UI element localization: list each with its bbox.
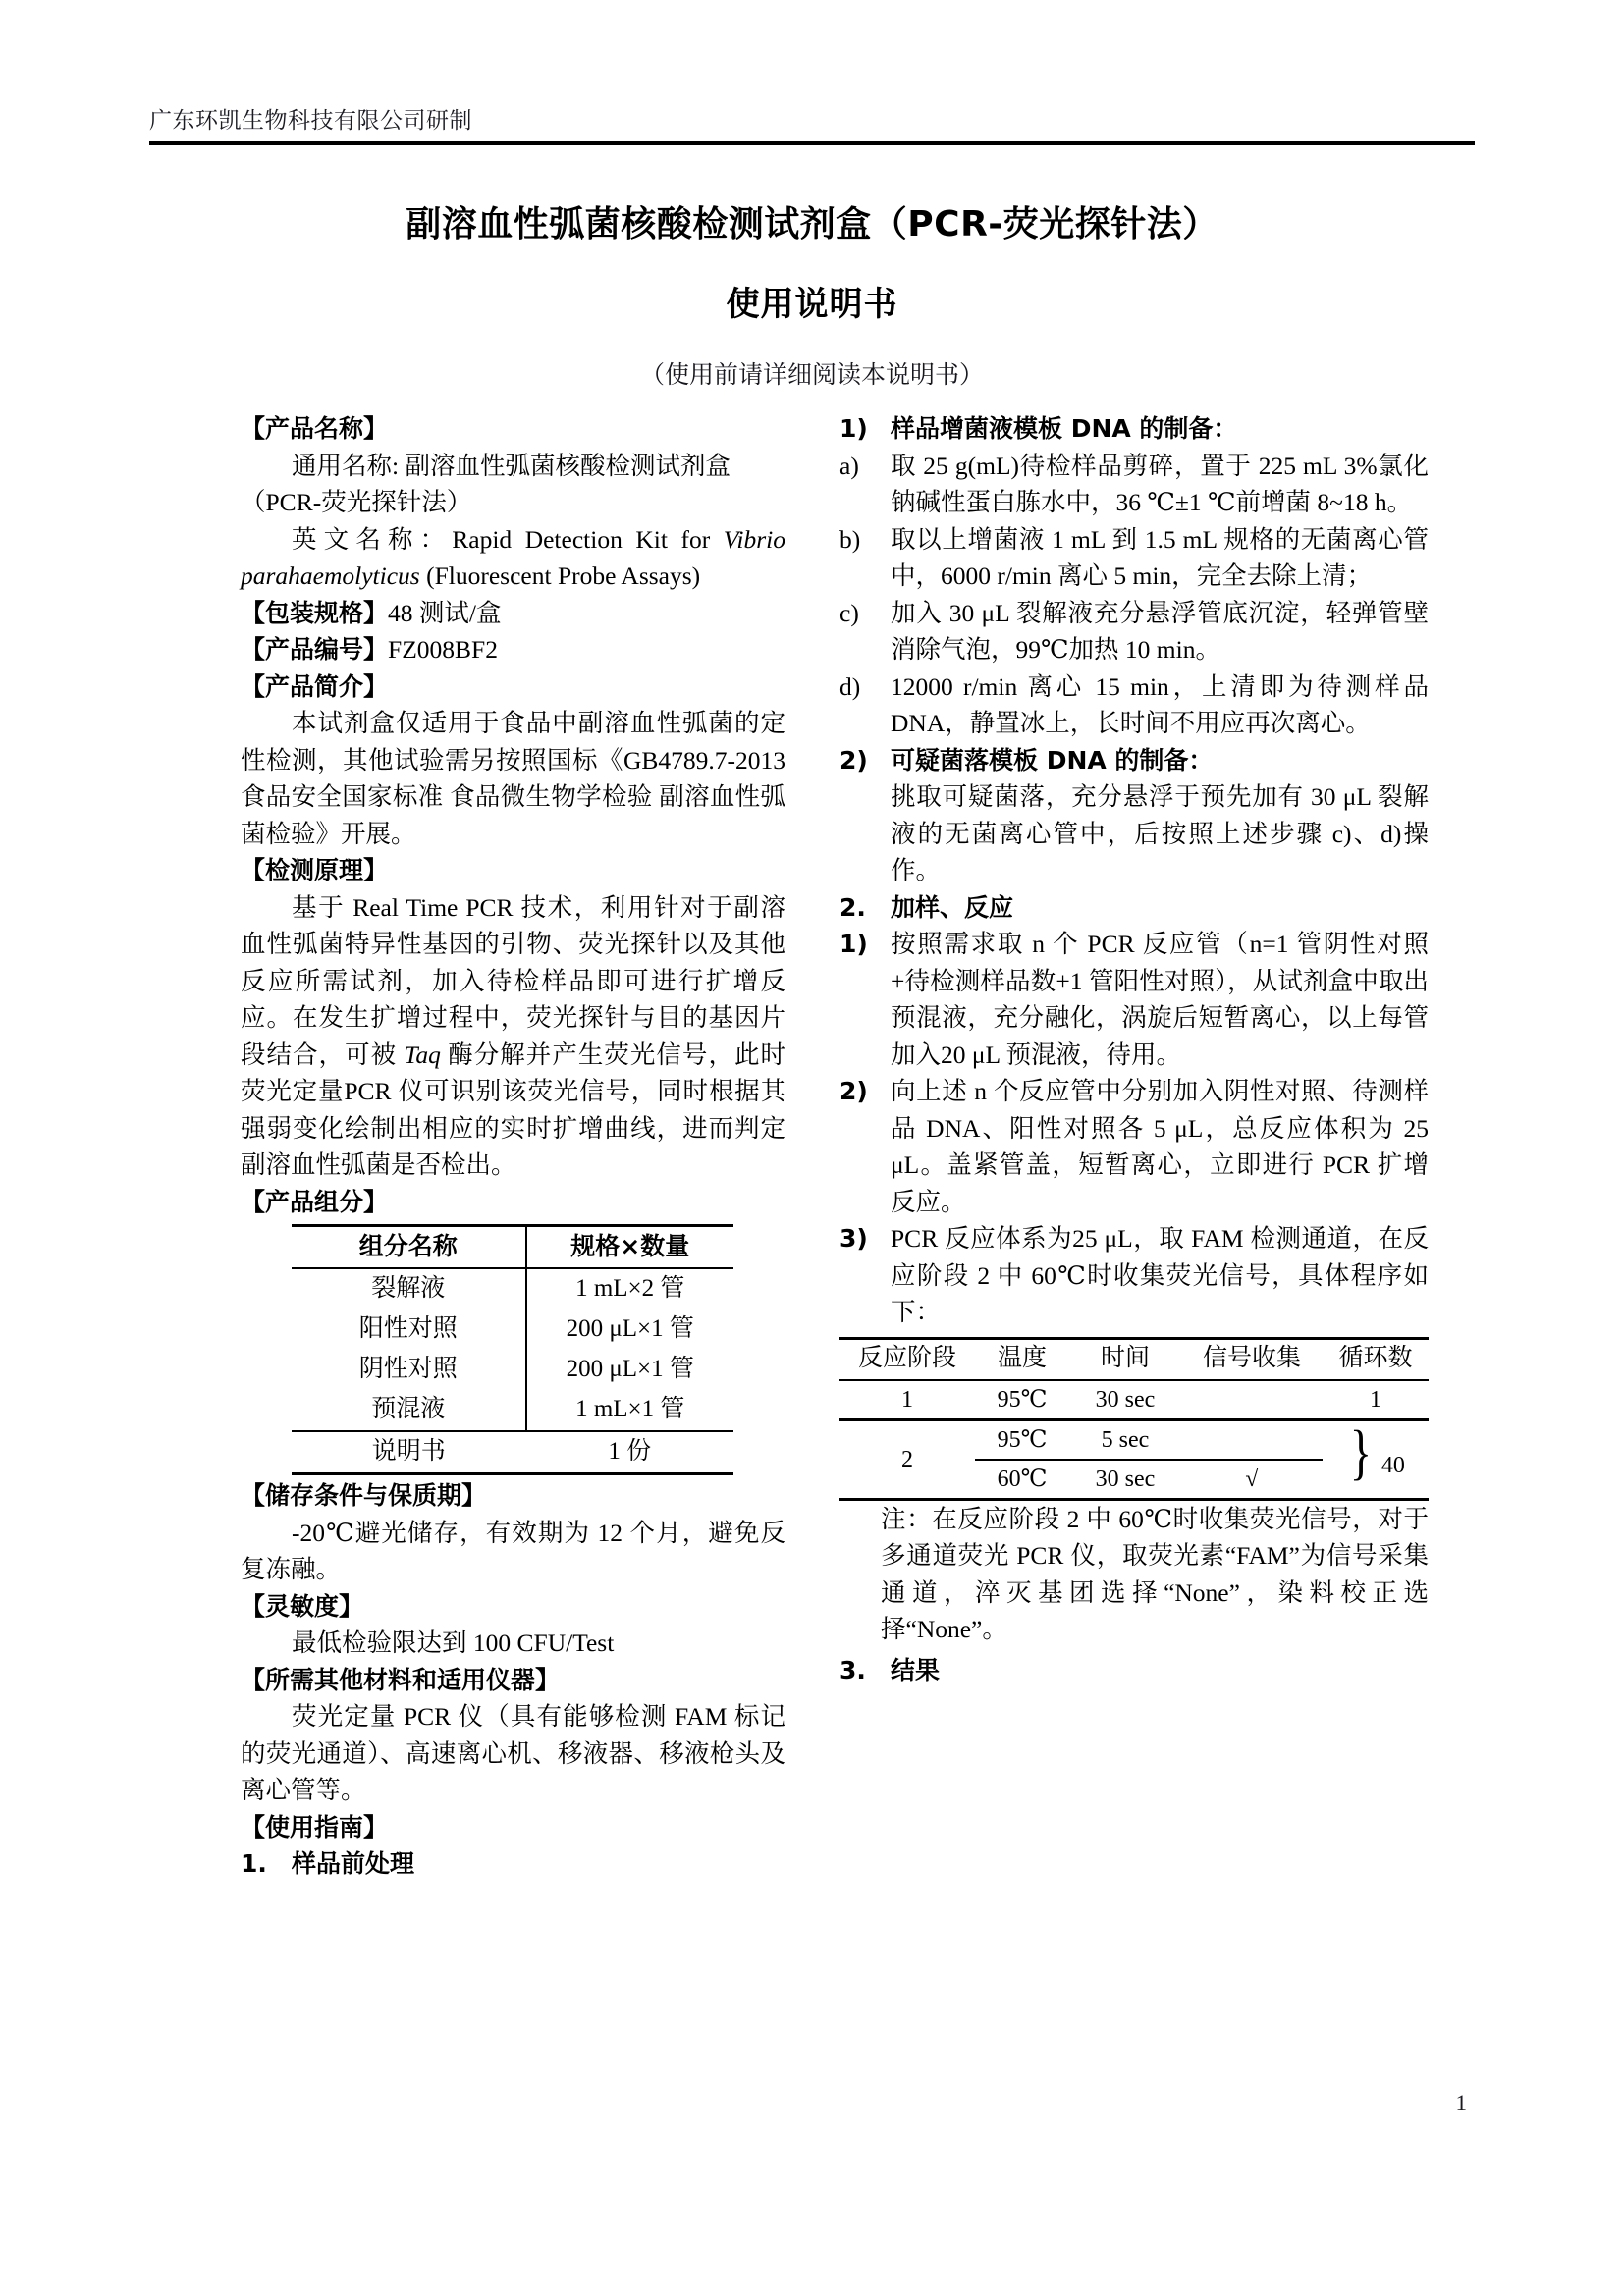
pcr-stage-1-time: 30 sec xyxy=(1069,1380,1181,1420)
pcr-stage-1-number: 1 xyxy=(839,1380,975,1420)
colony-prep-marker: 2) xyxy=(839,745,868,774)
reaction-step-2 xyxy=(839,1073,1429,1220)
dna-prep-step-b-text: 取以上增菌液 1 mL 到 1.5 mL 规格的无菌离心管中，6000 r/min 离心 5 min，完全去除上清； xyxy=(891,524,1429,590)
pcr-stage-2-signal-1 xyxy=(1181,1419,1323,1460)
pcr-stage-2-sub-row-1 xyxy=(839,1419,1429,1460)
header-divider xyxy=(149,141,1475,145)
pcr-col-cycles: 循环数 xyxy=(1323,1338,1429,1380)
colony-prep-body: 挑取可疑菌落，充分悬浮于预先加有 30 μL 裂解液的无菌离心管中，后按照上述步骤 c)、d)操作。 xyxy=(891,782,1429,884)
colony-prep-heading-row xyxy=(839,742,1429,779)
brace-icon: } xyxy=(1349,1419,1373,1486)
cell-spec-quantity: 1 mL×2 管 xyxy=(575,1275,685,1302)
usage-step-1-label: 样品前处理 xyxy=(292,1849,415,1878)
principle-body-part2: 酶分解并产生荧光信号，此时荧光定量PCR 仪可识别该荧光信号，同时根据其强弱变化绘制出相应的实时扩增曲线，进而判定副溶血性弧菌是否检出。 xyxy=(241,1040,785,1179)
dna-prep-heading-row xyxy=(839,410,1429,448)
pcr-header-row xyxy=(839,1338,1429,1380)
section-intro-heading: 【产品简介】 xyxy=(241,671,389,701)
usage-step-1 xyxy=(241,1845,785,1883)
components-table xyxy=(292,1224,733,1475)
package-spec-heading: 【包装规格】 xyxy=(241,598,389,627)
header-company-name: 广东环凯生物科技有限公司研制 xyxy=(149,108,472,133)
cell-spec-quantity: 1 mL×1 管 xyxy=(526,1390,734,1431)
reaction-step-3-text: PCR 反应体系为25 μL，取 FAM 检测通道，在反应阶段 2 中 60℃时收集荧光信号，具体程序如下： xyxy=(891,1224,1429,1326)
pcr-stage-2-time-1: 5 sec xyxy=(1069,1419,1181,1460)
read-before-use-note: （使用前请详细阅读本说明书） xyxy=(639,362,984,389)
product-generic-name-line2: （PCR-荧光探针法） xyxy=(241,488,472,516)
dna-prep-heading: 样品增菌液模板 DNA 的制备： xyxy=(891,414,1238,443)
dna-prep-step-b xyxy=(839,521,1429,595)
left-column xyxy=(241,410,785,1883)
package-spec-value: 48 测试/盒 xyxy=(388,598,502,627)
cell-component-name: 预混液 xyxy=(292,1390,526,1431)
pcr-col-temperature: 温度 xyxy=(975,1338,1069,1380)
section-product-code xyxy=(241,631,785,668)
table-row xyxy=(292,1350,733,1390)
dna-prep-marker: 1) xyxy=(839,414,868,443)
reaction-step-1 xyxy=(839,926,1429,1073)
dna-prep-step-a-marker: a) xyxy=(839,451,859,480)
page-number: 1 xyxy=(1455,2091,1467,2115)
section-sensitivity-heading: 【灵敏度】 xyxy=(241,1591,364,1621)
pcr-stage-2-time-2: 30 sec xyxy=(1095,1466,1156,1492)
section-other-materials-heading: 【所需其他材料和适用仪器】 xyxy=(241,1665,561,1694)
results-heading: 结果 xyxy=(891,1655,941,1684)
reaction-step-3-marker: 3) xyxy=(839,1224,868,1253)
pcr-stage-2-number: 2 xyxy=(901,1446,913,1472)
column-header-component-name: 组分名称 xyxy=(292,1226,526,1269)
principle-body xyxy=(241,889,785,1184)
pcr-program-table xyxy=(839,1337,1429,1501)
product-code-value: FZ008BF2 xyxy=(388,635,498,664)
principle-body-part1: 基于 Real Time PCR 技术，利用针对于副溶血性弧菌特异性基因的引物、荧光探针以及其他反应所需试剂，加入待检样品即可进行扩增反应。在发生扩增过程中，荧光探针与目的基因片段结合，可被 xyxy=(241,892,785,1069)
pcr-stage-1-row xyxy=(839,1380,1429,1420)
dna-prep-step-d-marker: d) xyxy=(839,671,861,701)
pcr-stage-1-cycles: 1 xyxy=(1323,1380,1429,1420)
principle-taq-italic: Taq xyxy=(404,1040,441,1069)
reaction-heading-row xyxy=(839,889,1429,927)
section-storage-heading: 【储存条件与保质期】 xyxy=(241,1481,487,1510)
section-usage-guide-heading: 【使用指南】 xyxy=(241,1812,389,1842)
dna-prep-step-c-text: 加入 30 μL 裂解液充分悬浮管底沉淀，轻弹管壁消除气泡，99℃加热 10 min。 xyxy=(891,598,1429,664)
pcr-col-time: 时间 xyxy=(1069,1338,1181,1380)
dna-prep-step-d xyxy=(839,668,1429,742)
section-components-heading: 【产品组分】 xyxy=(241,1187,389,1216)
pcr-stage-2-cycles-cell xyxy=(1323,1419,1429,1499)
results-marker: 3. xyxy=(839,1655,866,1684)
table-row xyxy=(292,1268,733,1309)
page-subtitle: 使用说明书 xyxy=(726,285,898,324)
pcr-col-signal: 信号收集 xyxy=(1181,1338,1323,1380)
right-column xyxy=(839,410,1429,1688)
table-footer-row xyxy=(292,1431,733,1474)
pcr-table-note: 注：在反应阶段 2 中 60℃时收集荧光信号，对于多通道荧光 PCR 仪，取荧光素“FAM”为信号采集通道，淬灭基团选择“None”，染料校正选择“None”。 xyxy=(881,1504,1429,1643)
cell-manual-label: 说明书 xyxy=(292,1431,526,1474)
section-product-name-heading: 【产品名称】 xyxy=(241,414,389,443)
dna-prep-step-c-marker: c) xyxy=(839,598,859,627)
reaction-step-2-marker: 2) xyxy=(839,1077,868,1105)
reaction-marker: 2. xyxy=(839,892,866,922)
reaction-step-1-text: 按照需求取 n 个 PCR 反应管（n=1 管阴性对照+待检测样品数+1 管阳性对照），从试剂盒中取出预混液，充分融化，涡旋后短暂离心，以上每管加入20 μL 预混液，待用。 xyxy=(891,930,1429,1069)
cell-component-name: 裂解液 xyxy=(292,1268,526,1309)
table-row xyxy=(292,1309,733,1350)
reaction-step-3 xyxy=(839,1220,1429,1331)
dna-prep-step-c xyxy=(839,595,1429,668)
cell-manual-quantity: 1 份 xyxy=(526,1431,734,1474)
cell-component-name: 阳性对照 xyxy=(292,1309,526,1350)
usage-step-1-marker: 1. xyxy=(241,1849,267,1878)
english-name-suffix: (Fluorescent Probe Assays) xyxy=(419,561,701,590)
dna-prep-step-b-marker: b) xyxy=(839,524,861,554)
pcr-col-stage: 反应阶段 xyxy=(839,1338,975,1380)
product-english-name xyxy=(241,521,785,595)
dna-prep-step-a-text: 取 25 g(mL)待检样品剪碎，置于 225 mL 3%氯化钠碱性蛋白胨水中，36 ℃±1 ℃前增菌 8~18 h。 xyxy=(891,451,1429,516)
table-row xyxy=(292,1390,733,1431)
reaction-heading: 加样、反应 xyxy=(891,892,1014,922)
other-materials-body: 荧光定量 PCR 仪（具有能够检测 FAM 标记的荧光通道）、高速离心机、移液器、移液枪头及离心管等。 xyxy=(241,1702,785,1804)
cell-spec-quantity: 200 μL×1 管 xyxy=(566,1356,694,1382)
section-principle-heading: 【检测原理】 xyxy=(241,856,389,884)
colony-prep-heading: 可疑菌落模板 DNA 的制备： xyxy=(891,745,1214,774)
sensitivity-body: 最低检验限达到 100 CFU/Test xyxy=(292,1629,615,1657)
cell-component-name: 阴性对照 xyxy=(292,1350,526,1390)
pcr-stage-2-temp-2: 60℃ xyxy=(997,1466,1048,1492)
english-name-prefix: 英文名称：Rapid Detection Kit for xyxy=(292,524,724,554)
product-code-heading: 【产品编号】 xyxy=(241,635,389,664)
pcr-stage-2-signal-2: √ xyxy=(1245,1466,1259,1492)
dna-prep-step-a xyxy=(839,448,1429,521)
reaction-step-2-text: 向上述 n 个反应管中分别加入阴性对照、待测样品 DNA、阳性对照各 5 μL，总反应体积为 25 μL。盖紧管盖，短暂离心，立即进行 PCR 扩增反应。 xyxy=(891,1077,1429,1216)
english-name-species: Vibrio parahaemolyticus xyxy=(241,524,785,590)
storage-body: -20℃避光储存，有效期为 12 个月，避免反复冻融。 xyxy=(241,1518,785,1583)
pcr-stage-2-cycles: 40 xyxy=(1380,1453,1405,1478)
pcr-stage-1-temp: 95℃ xyxy=(975,1380,1069,1420)
column-header-spec-quantity: 规格×数量 xyxy=(526,1226,734,1269)
table-header-row xyxy=(292,1226,733,1269)
pcr-stage-2-temp-1: 95℃ xyxy=(975,1419,1069,1460)
section-package-spec xyxy=(241,595,785,632)
dna-prep-step-d-text: 12000 r/min 离心 15 min，上清即为待测样品 DNA，静置冰上，长时间不用应再次离心。 xyxy=(891,671,1429,737)
cell-spec-quantity: 200 μL×1 管 xyxy=(566,1315,694,1342)
page-title: 副溶血性弧菌核酸检测试剂盒（PCR-荧光探针法） xyxy=(406,204,1218,244)
intro-body: 本试剂盒仅适用于食品中副溶血性弧菌的定性检测，其他试验需另按照国标《GB4789.7-2013 食品安全国家标准 食品微生物学检验 副溶血性弧菌检验》开展。 xyxy=(241,709,785,848)
page-header xyxy=(149,106,1475,145)
reaction-step-1-marker: 1) xyxy=(839,930,868,958)
product-generic-name-line1: 通用名称: 副溶血性弧菌核酸检测试剂盒 xyxy=(292,451,731,480)
results-heading-row xyxy=(839,1652,1429,1689)
pcr-stage-1-signal xyxy=(1181,1380,1323,1420)
